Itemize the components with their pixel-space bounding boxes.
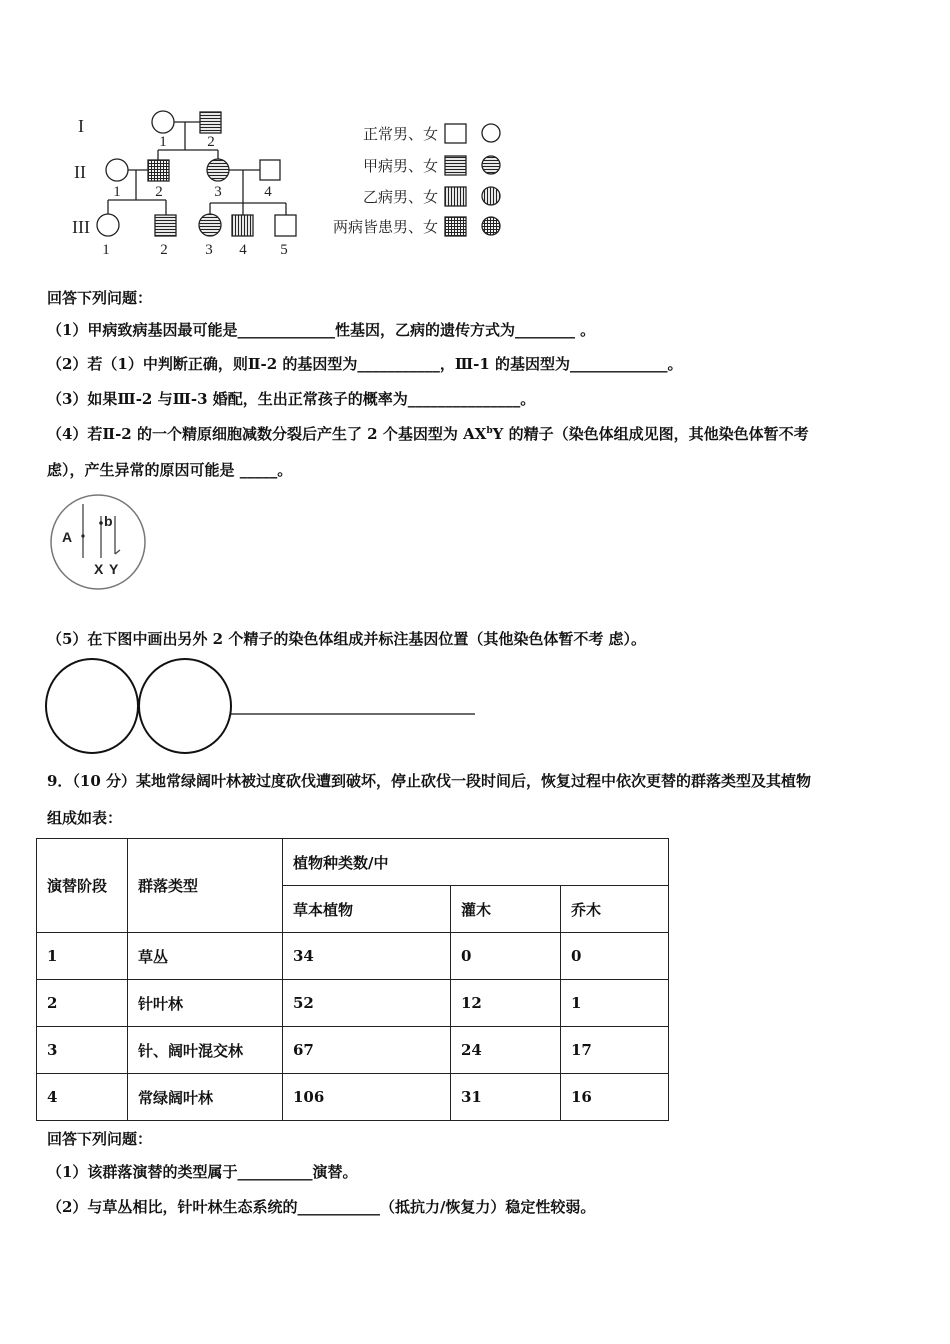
cell: 草丛 xyxy=(128,933,283,980)
legend-label: 乙病男、女 xyxy=(362,190,438,206)
cell: 67 xyxy=(283,1027,451,1074)
gen-label: III xyxy=(72,217,90,237)
member-number: 5 xyxy=(280,242,288,258)
header-community: 群落类型 xyxy=(128,839,283,933)
member-number: 4 xyxy=(264,184,272,200)
header-tree: 乔木 xyxy=(561,886,669,933)
answer-intro: 回答下列问题： xyxy=(47,289,153,307)
chromosome-label-y: Y xyxy=(109,561,119,577)
q4-text: （4）若Ⅱ-2 的一个精原细胞减数分裂后产生了 2 个基因型为 AX xyxy=(47,425,487,443)
cell: 3 xyxy=(37,1027,128,1074)
cell: 17 xyxy=(561,1027,669,1074)
member-number: 1 xyxy=(113,184,121,200)
cell: 0 xyxy=(561,933,669,980)
header-herb: 草本植物 xyxy=(283,886,451,933)
chromosome-label-x: X xyxy=(94,561,104,577)
question-5: （5）在下图中画出另外 2 个精子的染色体组成并标注基因位置（其他染色体暂不考 虑）。 xyxy=(47,630,647,648)
member-number: 2 xyxy=(155,184,163,200)
table-row xyxy=(37,980,669,1027)
member-number: 3 xyxy=(205,242,213,258)
cell: 针叶林 xyxy=(128,980,283,1027)
member-number: 1 xyxy=(102,242,110,258)
answer-intro-9: 回答下列问题： xyxy=(47,1130,153,1148)
q4-text: Y 的精子（染色体组成见图，其他染色体暂不考 xyxy=(492,425,809,443)
question-9-line2: 组成如表： xyxy=(47,809,123,827)
header-species: 植物种类数/中 xyxy=(283,839,669,886)
drawing-area[interactable] xyxy=(44,656,484,756)
legend-label: 甲病男、女 xyxy=(362,159,438,175)
member-number: 2 xyxy=(207,134,215,150)
cell: 0 xyxy=(451,933,561,980)
member-number: 3 xyxy=(214,184,222,200)
question-9-line1: 9．（10 分）某地常绿阔叶林被过度砍伐遭到破坏，停止砍伐一段时间后，恢复过程中依次更替的群落类型及其植物 xyxy=(47,772,812,790)
question-4 xyxy=(47,423,809,444)
empty-cell-circle[interactable] xyxy=(46,659,138,753)
sperm-cell-diagram xyxy=(46,492,156,592)
question-2: （2）若（1）中判断正确，则Ⅱ-2 的基因型为___________，Ⅲ-1 的基因型为_____________。 xyxy=(47,355,683,373)
header-shrub: 灌木 xyxy=(451,886,561,933)
cell: 106 xyxy=(283,1074,451,1121)
table-row xyxy=(37,1027,669,1074)
cell: 34 xyxy=(283,933,451,980)
succession-table xyxy=(36,838,669,1121)
cell: 12 xyxy=(451,980,561,1027)
legend-label: 两病皆患男、女 xyxy=(332,220,438,236)
gene-label-b: b xyxy=(104,513,113,529)
question-9-1: （1）该群落演替的类型属于__________演替。 xyxy=(47,1163,358,1181)
cell: 16 xyxy=(561,1074,669,1121)
question-4-line2: 虑），产生异常的原因可能是 _____。 xyxy=(47,461,293,479)
cell: 31 xyxy=(451,1074,561,1121)
table-row xyxy=(37,1074,669,1121)
cell: 2 xyxy=(37,980,128,1027)
empty-cell-circle[interactable] xyxy=(139,659,231,753)
gen-label: I xyxy=(78,116,84,136)
pedigree-diagram xyxy=(0,0,520,270)
legend-label: 正常男、女 xyxy=(362,127,438,143)
table-row xyxy=(37,933,669,980)
member-number: 4 xyxy=(239,242,247,258)
question-9-2: （2）与草丛相比，针叶林生态系统的___________（抵抗力/恢复力）稳定性较弱。 xyxy=(47,1198,596,1216)
cell: 24 xyxy=(451,1027,561,1074)
cell: 1 xyxy=(561,980,669,1027)
cell: 常绿阔叶林 xyxy=(128,1074,283,1121)
question-1: （1）甲病致病基因最可能是_____________性基因，乙病的遗传方式为________ 。 xyxy=(47,321,596,339)
member-number: 1 xyxy=(159,134,167,150)
cell: 4 xyxy=(37,1074,128,1121)
member-number: 2 xyxy=(160,242,168,258)
cell: 针、阔叶混交林 xyxy=(128,1027,283,1074)
cell: 52 xyxy=(283,980,451,1027)
gen-label: II xyxy=(74,162,86,182)
gene-label-a: A xyxy=(62,529,73,545)
question-3: （3）如果Ⅲ-2 与Ⅲ-3 婚配，生出正常孩子的概率为_______________。 xyxy=(47,390,536,408)
q4-superscript: b xyxy=(486,426,493,436)
cell: 1 xyxy=(37,933,128,980)
header-stage: 演替阶段 xyxy=(37,839,128,933)
